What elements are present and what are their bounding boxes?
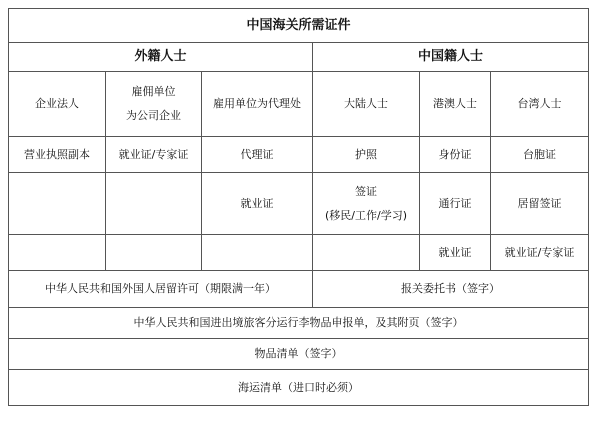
column-header: 台湾人士 — [491, 72, 589, 137]
table-cell: 代理证 — [202, 137, 313, 173]
table-cell: 就业证/专家证 — [106, 137, 202, 173]
table-cell — [202, 235, 313, 271]
table-cell: 签证 (移民/工作/学习) — [313, 173, 420, 235]
table-cell — [106, 173, 202, 235]
column-header: 大陆人士 — [313, 72, 420, 137]
group-chinese-nationals: 中国籍人士 — [313, 43, 589, 72]
table-cell — [9, 235, 106, 271]
column-header: 雇佣单位 为公司企业 — [106, 72, 202, 137]
group-foreign-nationals: 外籍人士 — [9, 43, 313, 72]
customs-documents-table — [8, 8, 589, 406]
column-header: 企业法人 — [9, 72, 106, 137]
table-row — [9, 308, 589, 339]
table-cell: 身份证 — [420, 137, 491, 173]
baggage-declaration-cell: 中华人民共和国进出境旅客分运行李物品申报单，及其附页（签字） — [9, 308, 589, 339]
table-cell: 营业执照副本 — [9, 137, 106, 173]
table-row — [9, 137, 589, 173]
column-header: 雇用单位为代理处 — [202, 72, 313, 137]
table-cell — [9, 173, 106, 235]
table-cell: 就业证/专家证 — [491, 235, 589, 271]
goods-list-cell: 物品清单（签字） — [9, 339, 589, 370]
table-cell: 就业证 — [202, 173, 313, 235]
table-cell — [106, 235, 202, 271]
column-header: 港澳人士 — [420, 72, 491, 137]
table-row — [9, 173, 589, 235]
table-cell: 台胞证 — [491, 137, 589, 173]
table-row — [9, 370, 589, 406]
table-row — [9, 271, 589, 308]
table-cell: 居留签证 — [491, 173, 589, 235]
table-cell: 通行证 — [420, 173, 491, 235]
table-cell — [313, 235, 420, 271]
table-row — [9, 235, 589, 271]
residence-permit-cell: 中华人民共和国外国人居留许可（期限满一年） — [9, 271, 313, 308]
customs-power-of-attorney-cell: 报关委托书（签字） — [313, 271, 589, 308]
table-cell: 护照 — [313, 137, 420, 173]
table-cell: 就业证 — [420, 235, 491, 271]
table-row — [9, 339, 589, 370]
table-title: 中国海关所需证件 — [9, 9, 589, 43]
shipping-list-cell: 海运清单（进口时必须） — [9, 370, 589, 406]
